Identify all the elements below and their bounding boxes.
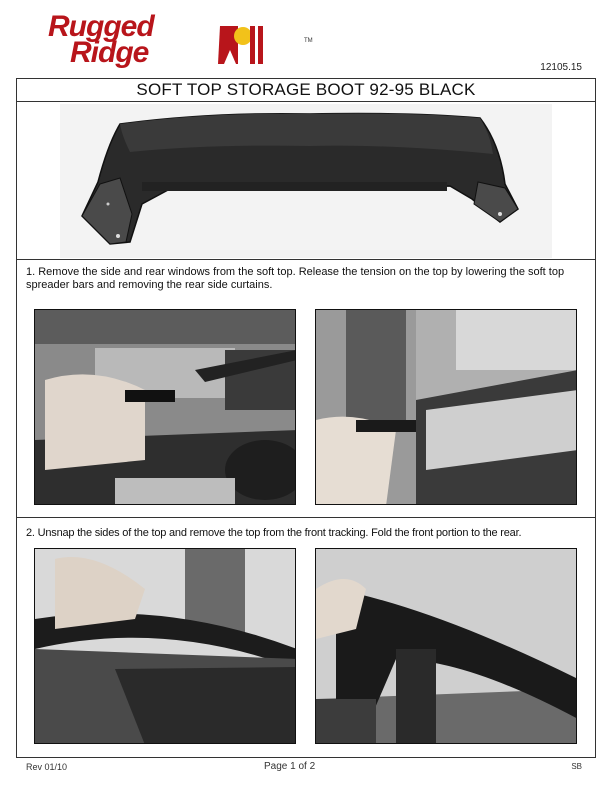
step-1-text: 1. Remove the side and rear windows from the soft top. Release the tension on the top by lowering the soft top spreader bars and removing the rear side curtains.: [26, 266, 565, 291]
page-title: SOFT TOP STORAGE BOOT 92-95 BLACK: [136, 80, 476, 99]
section-divider: [16, 517, 596, 518]
section-divider: [16, 259, 596, 260]
step-1-photo-right: [315, 309, 577, 505]
revision-label: Rev 01/10: [26, 762, 68, 772]
product-image: [60, 104, 552, 258]
logo-line-1: Rugged: [48, 10, 154, 43]
page-number: Page 1 of 2: [264, 761, 316, 772]
step-2-photo-left: [34, 548, 296, 744]
trademark-mark: TM: [304, 38, 313, 44]
document-number: 12105.15: [540, 62, 582, 73]
logo-line-2: Ridge: [70, 36, 149, 69]
author-initials: SB: [571, 762, 582, 771]
step-1-photo-left: [34, 309, 296, 505]
logo-wordmark: [48, 10, 154, 69]
title-bar: [16, 78, 596, 102]
grille-logo-icon: [216, 20, 266, 66]
brand-logo: [48, 10, 313, 72]
step-2-photo-right: [315, 548, 577, 744]
step-2-text: 2. Unsnap the sides of the top and remove the top from the front tracking. Fold the front portion to the rear.: [26, 527, 522, 539]
